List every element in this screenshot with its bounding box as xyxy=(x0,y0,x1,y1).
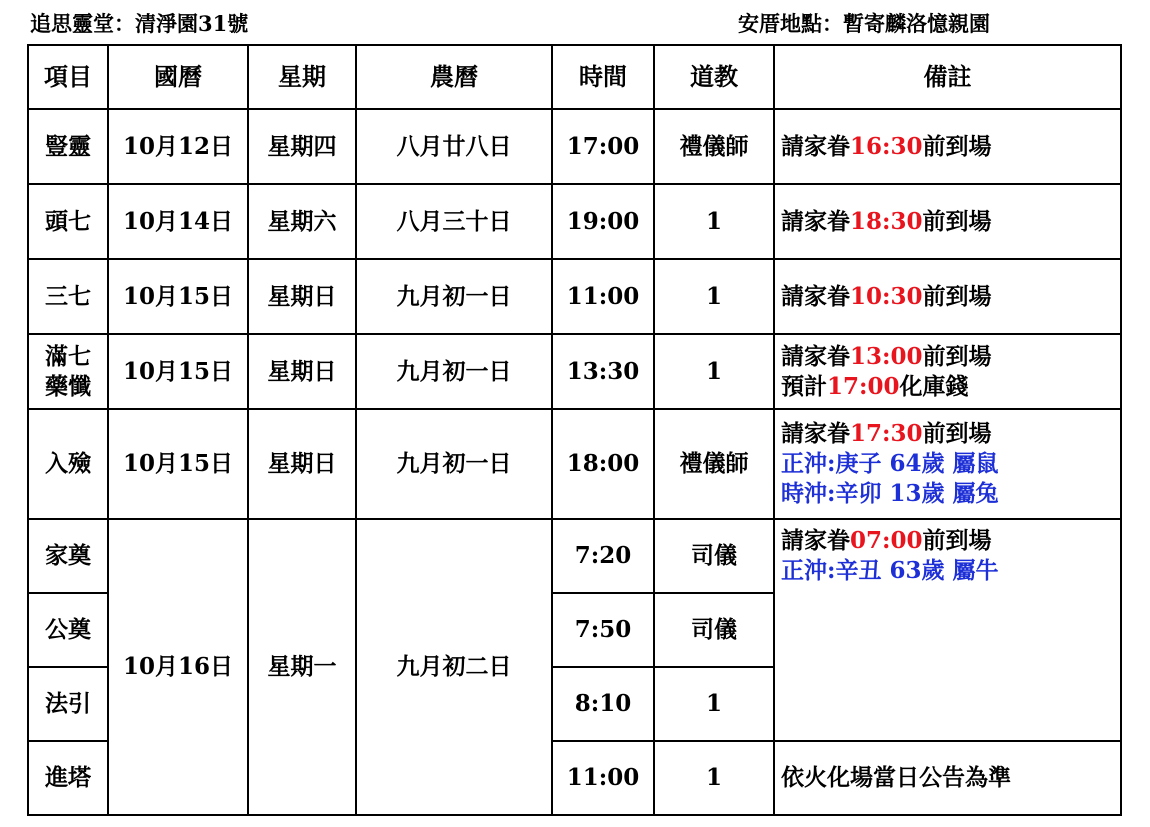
column-header-lunar-date: 農曆 xyxy=(356,45,552,109)
lunar-date-cell: 八月廿八日 xyxy=(356,109,552,184)
item-cell: 法引 xyxy=(28,667,108,741)
remark-cell xyxy=(774,409,1121,519)
lunar-date-cell: 九月初一日 xyxy=(356,409,552,519)
time-cell: 18:00 xyxy=(552,409,654,519)
solar-date-cell: 10月14日 xyxy=(108,184,248,259)
time-cell: 7:50 xyxy=(552,593,654,667)
column-header-time: 時間 xyxy=(552,45,654,109)
taoist-cell: 司儀 xyxy=(654,519,774,593)
conflict-line: 時沖:辛卯 13歲 屬兔 xyxy=(781,479,999,507)
time-cell: 19:00 xyxy=(552,184,654,259)
time-cell: 11:00 xyxy=(552,259,654,334)
remark-line: 預計17:00化庫錢 xyxy=(781,372,969,400)
solar-date-cell: 10月16日 xyxy=(108,519,248,815)
conflict-line: 正沖:辛丑 63歲 屬牛 xyxy=(781,556,999,584)
item-cell: 豎靈 xyxy=(28,109,108,184)
weekday-cell: 星期日 xyxy=(248,334,356,409)
burial-location-label: 安厝地點：暫寄麟洛憶親園 xyxy=(738,11,990,36)
taoist-cell: 1 xyxy=(654,741,774,815)
taoist-cell: 司儀 xyxy=(654,593,774,667)
taoist-cell: 1 xyxy=(654,259,774,334)
table-row xyxy=(28,184,1121,259)
solar-date-cell: 10月15日 xyxy=(108,259,248,334)
time-cell: 7:20 xyxy=(552,519,654,593)
item-cell: 入殮 xyxy=(28,409,108,519)
remark-line: 請家眷13:00前到場 xyxy=(781,342,992,370)
lunar-date-cell: 八月三十日 xyxy=(356,184,552,259)
time-cell: 8:10 xyxy=(552,667,654,741)
column-header-solar-date: 國曆 xyxy=(108,45,248,109)
remark-line: 請家眷16:30前到場 xyxy=(781,132,992,160)
table-row xyxy=(28,259,1121,334)
column-header-weekday: 星期 xyxy=(248,45,356,109)
taoist-cell: 1 xyxy=(654,334,774,409)
table-row xyxy=(28,519,1121,593)
weekday-cell: 星期日 xyxy=(248,259,356,334)
lunar-date-cell: 九月初一日 xyxy=(356,334,552,409)
item-cell: 進塔 xyxy=(28,741,108,815)
table-header-row xyxy=(28,45,1121,109)
weekday-cell: 星期四 xyxy=(248,109,356,184)
weekday-cell: 星期六 xyxy=(248,184,356,259)
remark-line: 請家眷10:30前到場 xyxy=(781,282,992,310)
item-cell: 三七 xyxy=(28,259,108,334)
solar-date-cell: 10月12日 xyxy=(108,109,248,184)
remark-line: 請家眷18:30前到場 xyxy=(781,207,992,235)
table-row xyxy=(28,334,1121,409)
solar-date-cell: 10月15日 xyxy=(108,334,248,409)
remark-cell xyxy=(774,259,1121,334)
column-header-remarks: 備註 xyxy=(774,45,1121,109)
item-cell: 滿七 藥懺 xyxy=(28,334,108,409)
taoist-cell: 禮儀師 xyxy=(654,409,774,519)
remark-cell xyxy=(774,334,1121,409)
taoist-cell: 禮儀師 xyxy=(654,109,774,184)
time-cell: 11:00 xyxy=(552,741,654,815)
item-cell: 公奠 xyxy=(28,593,108,667)
weekday-cell: 星期一 xyxy=(248,519,356,815)
table-row xyxy=(28,409,1121,519)
time-cell: 13:30 xyxy=(552,334,654,409)
taoist-cell: 1 xyxy=(654,184,774,259)
weekday-cell: 星期日 xyxy=(248,409,356,519)
column-header-taoist: 道教 xyxy=(654,45,774,109)
lunar-date-cell: 九月初二日 xyxy=(356,519,552,815)
solar-date-cell: 10月15日 xyxy=(108,409,248,519)
remark-line: 請家眷17:30前到場 xyxy=(781,420,992,448)
remark-cell xyxy=(774,184,1121,259)
remark-cell xyxy=(774,519,1121,741)
remark-cell xyxy=(774,109,1121,184)
table-row xyxy=(28,109,1121,184)
item-cell: 家奠 xyxy=(28,519,108,593)
memorial-hall-label: 追思靈堂：清淨園31號 xyxy=(30,11,249,36)
conflict-line: 正沖:庚子 64歲 屬鼠 xyxy=(781,450,999,478)
remark-line: 請家眷07:00前到場 xyxy=(781,527,992,554)
remark-cell: 依火化場當日公告為準 xyxy=(774,741,1121,815)
lunar-date-cell: 九月初一日 xyxy=(356,259,552,334)
item-cell: 頭七 xyxy=(28,184,108,259)
funeral-schedule-table xyxy=(27,44,1122,816)
column-header-item: 項目 xyxy=(28,45,108,109)
taoist-cell: 1 xyxy=(654,667,774,741)
time-cell: 17:00 xyxy=(552,109,654,184)
